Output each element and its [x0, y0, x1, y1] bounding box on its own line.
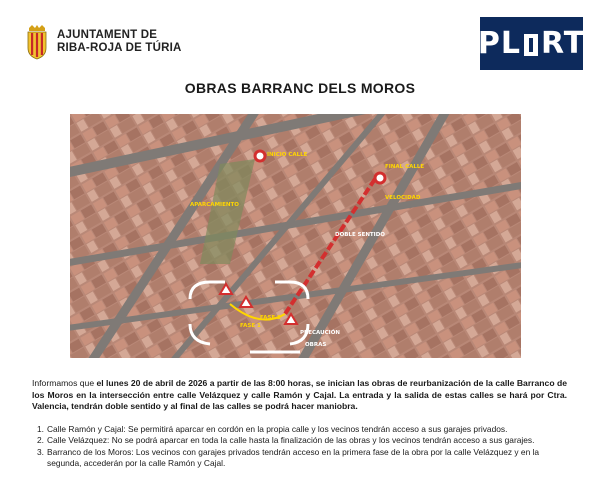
intro-paragraph: [32, 378, 567, 413]
plart-logo-mark: PL RT: [477, 26, 586, 61]
org-name-line1: AJUNTAMENT DE: [57, 29, 158, 41]
list-item-text: Calle Velázquez: No se podrá aparcar en toda la calle hasta la finalización de las obras y los vecinos tendrán acceso a sus garajes.: [47, 435, 535, 446]
map-label-phase2: FASE 2: [260, 315, 281, 321]
intro-date-bold: el lunes 20 de abril de 2026 a partir de las 8:00 horas: [96, 378, 311, 388]
map-label-phase1: FASE 1: [240, 323, 261, 329]
org-name-line2: RIBA-ROJA DE TÚRIA: [57, 42, 182, 54]
end-marker-icon: [375, 173, 385, 183]
list-item-number: 2.: [37, 435, 44, 446]
map-label-caution: PRECAUCIÓN: [300, 330, 340, 336]
list-item: [32, 435, 567, 446]
intro-text-1: Informamos que: [32, 378, 97, 388]
list-item: [32, 424, 567, 435]
page-header: [0, 0, 600, 78]
list-item-number: 1.: [37, 424, 44, 434]
plart-logo: [477, 17, 586, 70]
satellite-map-image: [70, 114, 521, 358]
page-title: OBRAS BARRANC DELS MOROS: [184, 80, 416, 96]
map-label-end: FINAL CALLE: [385, 164, 425, 170]
works-map: [70, 114, 521, 358]
start-marker-icon: [255, 151, 265, 161]
list-item: [32, 447, 567, 470]
municipality-logo: [25, 24, 182, 60]
map-label-start: INICIO CALLE: [267, 152, 308, 158]
map-label-two-way: DOBLE SENTIDO: [335, 232, 385, 238]
intro-text-2: , se inician las obras de reurbanización de la calle Barranco de los Moros en la intersección entre calle Velázquez y calle Ramón y Cajal. La entrada y la salida de estas calles se hará por Ctra. Valencia, tendrán doble sentido y al final de las calles se podrá hacer maniobra.: [32, 378, 567, 411]
list-item-number: 3.: [37, 446, 44, 457]
coat-of-arms-icon: [25, 24, 49, 60]
map-label-parking: APARCAMIENTO: [190, 202, 239, 208]
list-item-text: Barranco de los Moros: Los vecinos con garajes privados tendrán acceso en la primera fase de la obra por la calle Velázquez y en la segunda, accederán por la calle Ramón y Cajal.: [47, 446, 540, 469]
steps-list: [32, 424, 567, 470]
map-label-speed: VELOCIDAD: [385, 195, 421, 201]
list-item-text: Calle Ramón y Cajal: Se permitirá aparcar en cordón en la propia calle y los vecinos tendrán acceso a sus garajes privados.: [47, 424, 508, 434]
map-label-works: OBRAS: [305, 342, 327, 348]
